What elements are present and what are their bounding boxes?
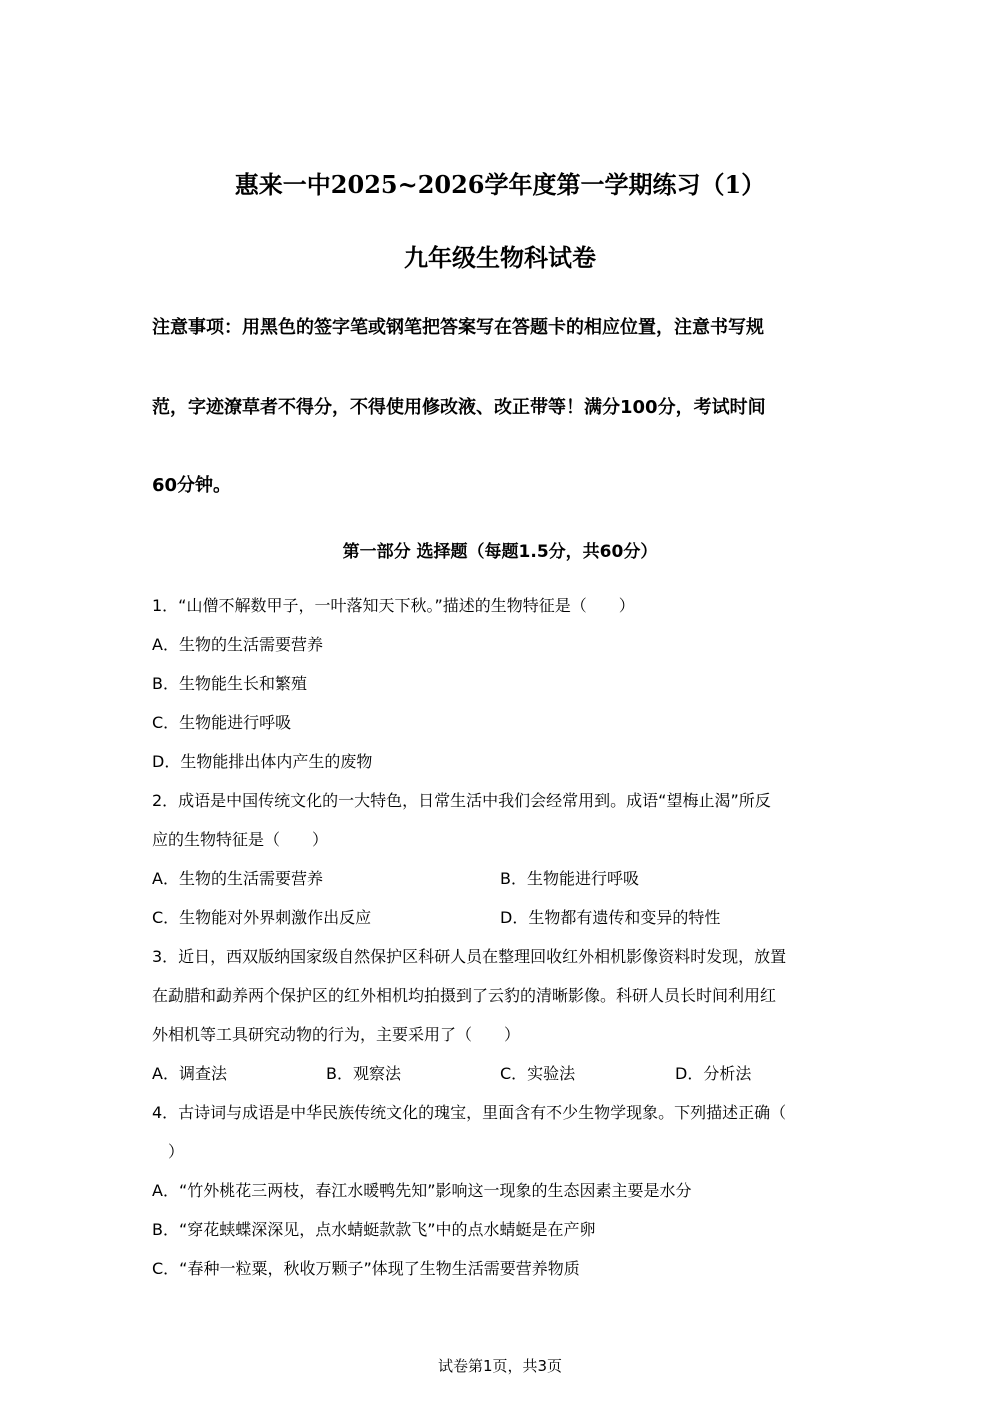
- question-4-stem-line-1: 4．古诗词与成语是中华民族传统文化的瑰宝，里面含有不少生物学现象。下列描述正确（: [152, 1103, 787, 1122]
- question-4-stem-line-2: ）: [152, 1142, 185, 1161]
- question-4-option-a: A．“竹外桃花三两枝，春江水暖鸭先知”影响这一现象的生态因素主要是水分: [152, 1181, 692, 1200]
- question-1-option-b: B．生物能生长和繁殖: [152, 674, 307, 693]
- exam-title: 惠来一中2025~2026学年度第一学期练习（1）: [234, 170, 766, 199]
- question-2-option-b: B．生物能进行呼吸: [500, 869, 639, 888]
- question-3-option-d: D．分析法: [675, 1064, 752, 1083]
- question-2-option-d: D．生物都有遗传和变异的特性: [500, 908, 721, 927]
- question-3-stem-line-3: 外相机等工具研究动物的行为，主要采用了（ ）: [152, 1025, 521, 1044]
- section-title: 第一部分 选择题（每题1.5分，共60分）: [342, 542, 658, 562]
- question-3-stem-line-1: 3．近日，西双版纳国家级自然保护区科研人员在整理回收红外相机影像资料时发现，放置: [152, 947, 787, 966]
- question-1-option-a: A．生物的生活需要营养: [152, 635, 323, 654]
- question-1-option-d: D．生物能排出体内产生的废物: [152, 752, 373, 771]
- question-3-option-c: C．实验法: [500, 1064, 576, 1083]
- notice-line-3: 60分钟。: [152, 475, 232, 496]
- notice-line-1: 注意事项：用黑色的签字笔或钢笔把答案写在答题卡的相应位置，注意书写规: [152, 317, 764, 338]
- question-2-stem-line-2: 应的生物特征是（ ）: [152, 830, 329, 849]
- exam-subtitle: 九年级生物科试卷: [404, 243, 596, 272]
- question-2-stem-line-1: 2．成语是中国传统文化的一大特色，日常生活中我们会经常用到。成语“望梅止渴”所反: [152, 791, 771, 810]
- notice-line-2: 范，字迹潦草者不得分，不得使用修改液、改正带等！满分100分，考试时间: [152, 397, 766, 418]
- question-3-option-b: B．观察法: [326, 1064, 401, 1083]
- question-2-option-c: C．生物能对外界刺激作出反应: [152, 908, 372, 927]
- question-3-stem-line-2: 在勐腊和勐养两个保护区的红外相机均拍摄到了云豹的清晰影像。科研人员长时间利用红: [152, 986, 777, 1005]
- page-footer: 试卷第1页，共3页: [437, 1357, 563, 1375]
- question-1-option-c: C．生物能进行呼吸: [152, 713, 292, 732]
- question-4-option-b: B．“穿花蛱蝶深深见，点水蜻蜓款款飞”中的点水蜻蜓是在产卵: [152, 1220, 596, 1239]
- question-2-option-a: A．生物的生活需要营养: [152, 869, 323, 888]
- question-4-option-c: C．“春种一粒粟，秋收万颗子”体现了生物生活需要营养物质: [152, 1259, 580, 1278]
- question-3-option-a: A．调查法: [152, 1064, 227, 1083]
- question-1-stem: 1．“山僧不解数甲子，一叶落知天下秋。”描述的生物特征是（ ）: [152, 596, 635, 615]
